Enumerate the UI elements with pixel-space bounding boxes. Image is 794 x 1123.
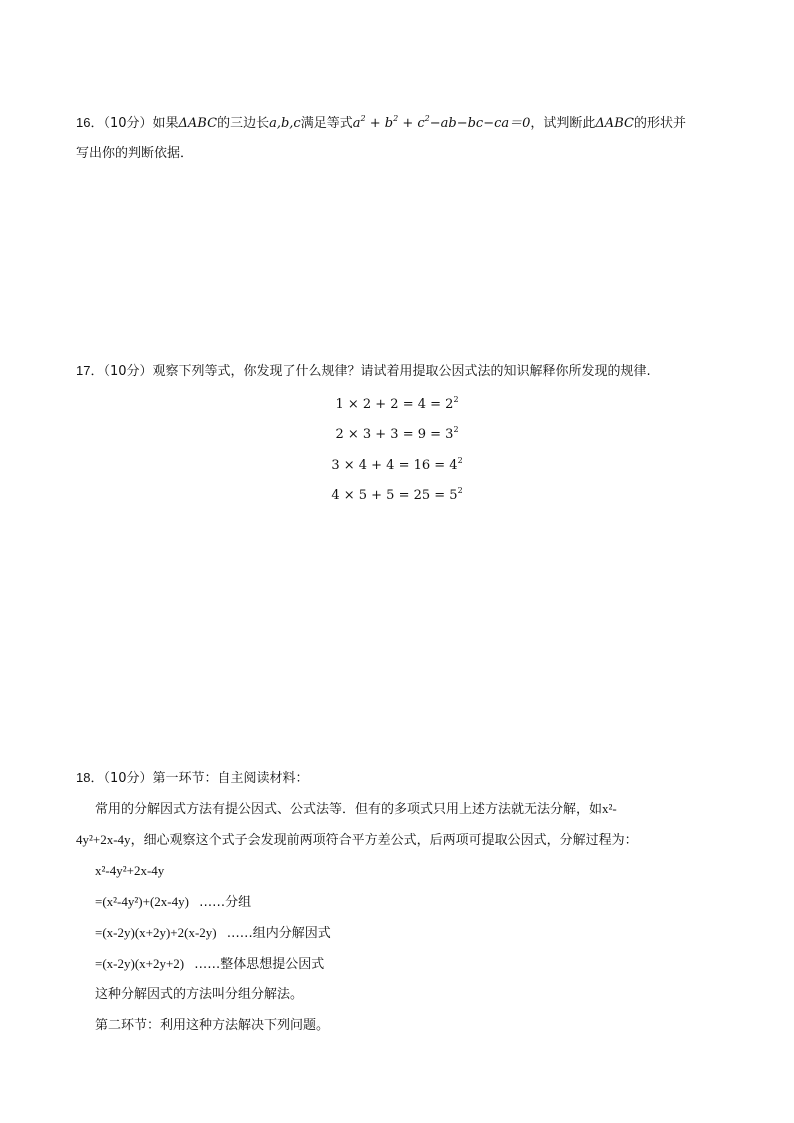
question-number: 18．: [76, 770, 104, 785]
step-expression: =(x-2y)(x+2y)+2(x-2y): [95, 925, 217, 940]
paragraph-text: ，细心观察这个式子会发现前两项符合平方差公式，后两项可提取公因式，分解过程为：: [130, 833, 638, 848]
step-note: ……分组: [199, 895, 252, 910]
equation-text: 4 × 5 + 5 = 25 = 5: [331, 488, 458, 503]
paragraph-text: 常用的分解因式方法有提公因式、公式法等．但有的多项式只用上述方法就无法分解，如: [95, 802, 603, 817]
question-text: 观察下列等式，你发现了什么规律？请试着用提取公因式法的知识解释你所发现的规律.: [152, 364, 651, 379]
question-16-line-2: 写出你的判断依据．: [76, 146, 194, 161]
equation-row: [0, 426, 794, 444]
side-variables: a,b,c: [269, 116, 301, 131]
step-note: ……组内分解因式: [226, 926, 331, 941]
section-2-heading: 第二环节：利用这种方法解决下列问题。: [95, 1018, 330, 1033]
equation-text: 2 × 3 + 3 = 9 = 3: [335, 427, 454, 442]
equation-row: [0, 396, 794, 414]
equation-row: [0, 487, 794, 505]
question-text: 的三边长: [217, 116, 270, 131]
question-score: （10分）: [103, 116, 153, 131]
equation-exponent: 2: [453, 425, 459, 434]
step-line: [95, 955, 324, 974]
equation-exponent: 2: [457, 456, 463, 465]
step-line: [95, 893, 251, 912]
step-expression: x²-4y²+2x-4y: [95, 863, 165, 878]
step-note: ……整体思想提公因式: [194, 957, 325, 972]
equation-row: [0, 457, 794, 475]
question-text: 满足等式: [300, 116, 353, 131]
question-score: （10分）: [103, 771, 153, 786]
expression: x²-: [602, 801, 617, 816]
question-text: 如果: [152, 116, 179, 131]
triangle-symbol: ΔABC: [595, 116, 634, 131]
expression: 4y²+2x-4y: [76, 832, 131, 847]
equation-exponent: 2: [457, 486, 463, 495]
question-text: 的形状并: [633, 116, 686, 131]
paragraph-line: [76, 831, 638, 850]
equation-text: 3 × 4 + 4 = 16 = 4: [331, 458, 458, 473]
question-18-line-1: [76, 769, 309, 788]
question-score: （10分）: [103, 364, 153, 379]
step-line: [95, 924, 331, 943]
paragraph-line: [95, 800, 617, 819]
equation-lhs: $a^2 + b^2 + c^2$: [352, 114, 430, 131]
question-number: 17．: [76, 363, 104, 378]
equation-rhs: −ab−bc−ca＝0: [429, 116, 531, 131]
section-heading: 第一环节：自主阅读材料：: [152, 771, 309, 786]
question-text: ，试判断此: [530, 116, 596, 131]
question-number: 16．: [76, 115, 104, 130]
step-line: [95, 862, 164, 880]
question-17-line-1: [76, 362, 651, 381]
equation-exponent: 2: [453, 395, 459, 404]
equation-text: 1 × 2 + 2 = 4 = 2: [335, 397, 454, 412]
question-16-line-1: [76, 114, 686, 133]
step-expression: =(x²-4y²)+(2x-4y): [95, 894, 189, 909]
conclusion-line: 这种分解因式的方法叫分组分解法。: [95, 987, 304, 1002]
step-expression: =(x-2y)(x+2y+2): [95, 956, 185, 971]
triangle-symbol: ΔABC: [178, 116, 218, 131]
